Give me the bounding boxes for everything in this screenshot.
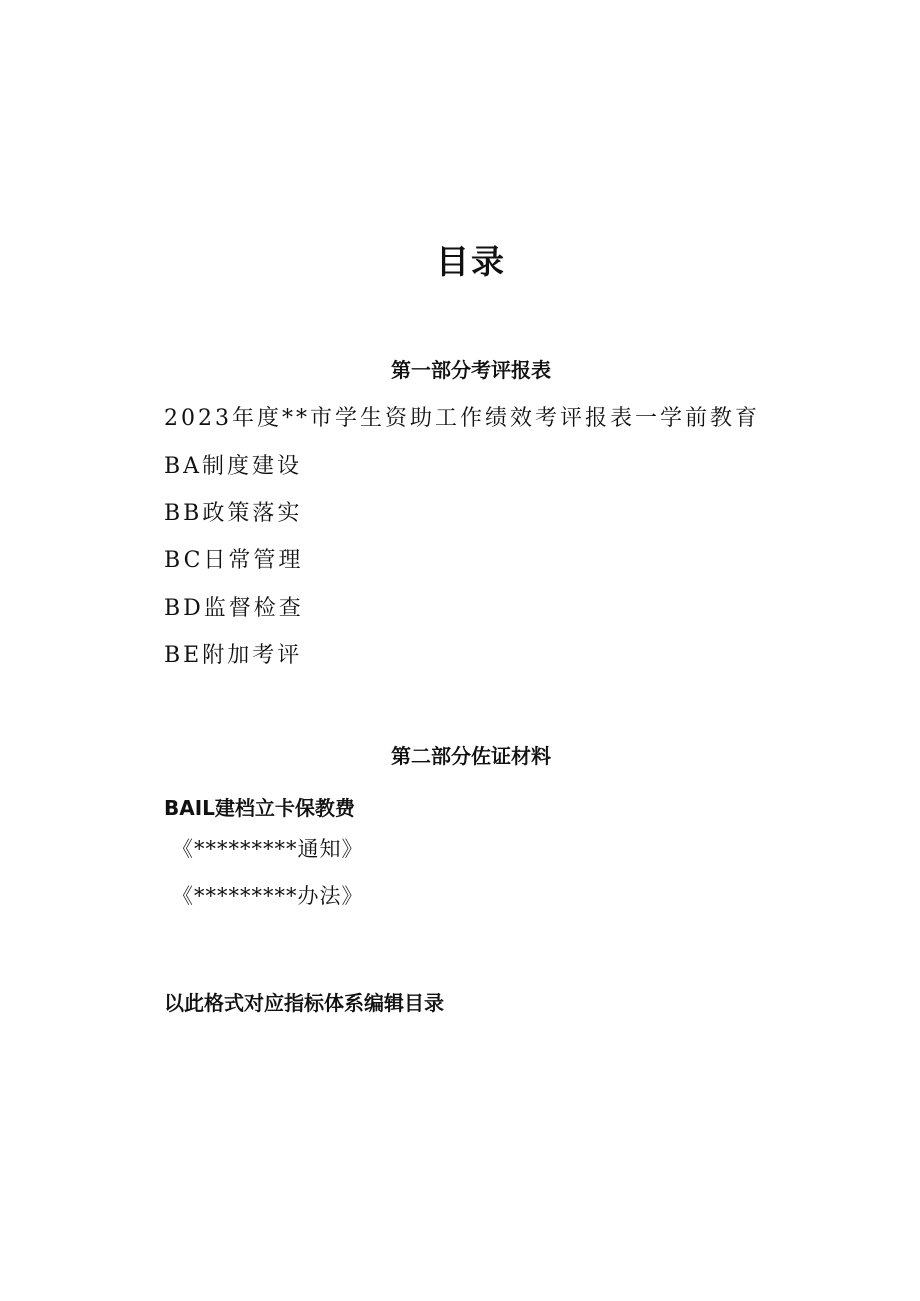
toc-item-bc: BC日常管理 (164, 548, 304, 573)
format-note: 以此格式对应指标体系编辑目录 (164, 991, 444, 1015)
page-title: 目录 (436, 242, 506, 281)
toc-item-bb: BB政策落实 (164, 501, 303, 526)
document-item-measures: 《*********办法》 (172, 884, 364, 908)
document-item-notice: 《*********通知》 (172, 837, 364, 861)
toc-item-bd: BD监督检查 (164, 596, 304, 621)
part1-heading: 第一部分考评报表 (391, 358, 551, 382)
toc-item-ba: BA制度建设 (164, 454, 303, 479)
part2-subheading: BAIL建档立卡保教费 (164, 796, 355, 820)
part2-heading: 第二部分佐证材料 (391, 744, 551, 768)
toc-item-be: BE附加考评 (164, 643, 303, 668)
toc-item-report-title: 2023年度**市学生资助工作绩效考评报表一学前教育 (164, 406, 760, 431)
